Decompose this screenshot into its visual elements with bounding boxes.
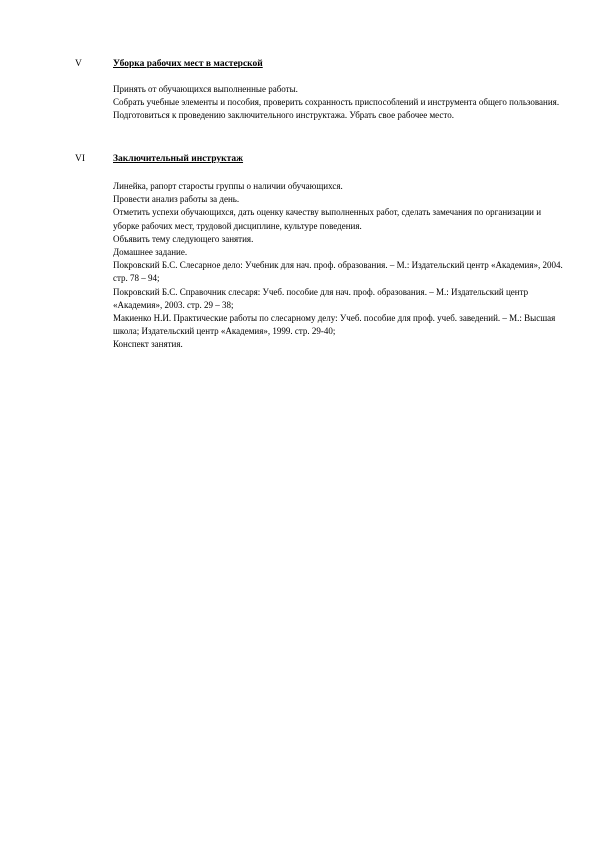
paragraph: Собрать учебные элементы и пособия, проверить сохранность приспособлений и инструмента общего пользования. Подготовиться к проведению заключительного инструктажа. Убрать свое рабочее место. [113, 97, 560, 121]
section-number: VI [75, 154, 86, 164]
section-title: Уборка рабочих мест в мастерской [113, 59, 263, 69]
paragraph: Домашнее задание. [113, 247, 188, 258]
section-title: Заключительный инструктаж [113, 154, 244, 164]
section-vi-body [113, 180, 568, 352]
paragraph: Конспект занятия. [113, 339, 183, 350]
reference-item: Макиенко Н.И. Практические работы по слесарному делу: Учеб. пособие для проф. учеб. заведений. – М.: Высшая школа; Издательский центр «Академия», 1999. стр. 29-40; [113, 313, 556, 337]
reference-item: Покровский Б.С. Слесарное дело: Учебник для нач. проф. образования. – М.: Издательский центр «Академия», 2004. стр. 78 – 94; [113, 260, 563, 284]
section-vi-heading [75, 152, 555, 166]
paragraph: Линейка, рапорт старосты группы о наличии обучающихся. [113, 181, 343, 191]
section-v-body [113, 83, 568, 123]
section-number: V [75, 59, 82, 69]
paragraph: Принять от обучающихся выполненные работы. [113, 84, 298, 94]
paragraph: Отметить успехи обучающихся, дать оценку качеству выполненных работ, сделать замечания по организации и уборке рабочих мест, трудовой дисциплине, культуре поведения. [113, 207, 542, 231]
section-v-heading [75, 57, 555, 71]
paragraph: Объявить тему следующего занятия. [113, 233, 254, 244]
paragraph: Провести анализ работы за день. [113, 194, 240, 205]
reference-item: Покровский Б.С. Справочник слесаря: Учеб. пособие для нач. проф. образования. – М.: Издательский центр «Академия», 2003. стр. 29 – 38; [113, 286, 529, 310]
